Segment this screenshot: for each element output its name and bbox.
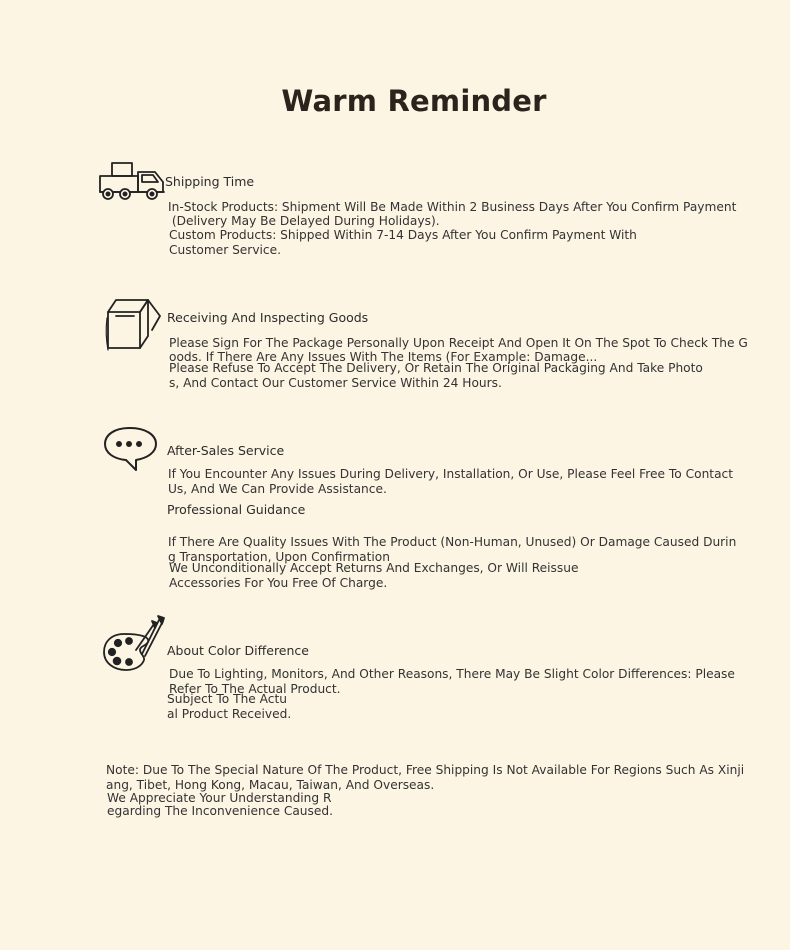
section-heading-color: About Color Difference bbox=[167, 643, 309, 658]
shipping-line: Custom Products: Shipped Within 7-14 Days After You Confirm Payment With bbox=[169, 228, 637, 242]
guidance-line: Accessories For You Free Of Charge. bbox=[169, 576, 388, 590]
receiving-line: oods. If There Are Any Issues With The Items (For Example: Damage... bbox=[169, 350, 598, 364]
section-subheading-guidance: Professional Guidance bbox=[167, 502, 306, 517]
page-title: Warm Reminder bbox=[281, 84, 547, 118]
note-line: ang, Tibet, Hong Kong, Macau, Taiwan, And Overseas. bbox=[106, 778, 435, 792]
guidance-line: g Transportation, Upon Confirmation bbox=[168, 550, 390, 564]
shipping-line: In-Stock Products: Shipment Will Be Made Within 2 Business Days After You Confirm Payment bbox=[168, 200, 737, 214]
truck-icon bbox=[97, 158, 169, 202]
shipping-line: (Delivery May Be Delayed During Holidays). bbox=[168, 214, 440, 228]
after-sales-line: If You Encounter Any Issues During Delivery, Installation, Or Use, Please Feel Free To Contact bbox=[168, 467, 734, 481]
section-heading-receiving: Receiving And Inspecting Goods bbox=[167, 310, 369, 325]
receiving-line: s, And Contact Our Customer Service Within 24 Hours. bbox=[169, 376, 502, 390]
after-sales-line: Us, And We Can Provide Assistance. bbox=[168, 482, 387, 496]
section-heading-after-sales: After-Sales Service bbox=[167, 443, 285, 458]
color-line: al Product Received. bbox=[167, 707, 292, 721]
color-line: Subject To The Actu bbox=[167, 692, 288, 706]
guidance-line: We Unconditionally Accept Returns And Exchanges, Or Will Reissue bbox=[169, 561, 579, 575]
shipping-line: Customer Service. bbox=[169, 243, 281, 257]
section-heading-shipping: Shipping Time bbox=[165, 174, 255, 189]
note-line: Note: Due To The Special Nature Of The Product, Free Shipping Is Not Available For Regions Such As Xinji bbox=[106, 763, 745, 777]
color-line: Due To Lighting, Monitors, And Other Reasons, There May Be Slight Color Differences: Please bbox=[169, 667, 735, 681]
receiving-line: Please Refuse To Accept The Delivery, Or Retain The Original Packaging And Take Photo bbox=[169, 361, 703, 375]
note-line: egarding The Inconvenience Caused. bbox=[107, 804, 333, 818]
note-line: We Appreciate Your Understanding R bbox=[107, 791, 332, 805]
palette-icon bbox=[102, 612, 168, 674]
color-line: Refer To The Actual Product. bbox=[169, 682, 341, 696]
receiving-line: Please Sign For The Package Personally Upon Receipt And Open It On The Spot To Check The G bbox=[169, 336, 748, 350]
package-box-icon bbox=[102, 296, 168, 354]
speech-bubble-icon bbox=[102, 424, 162, 474]
guidance-line: If There Are Quality Issues With The Product (Non-Human, Unused) Or Damage Caused Durin bbox=[168, 535, 737, 549]
